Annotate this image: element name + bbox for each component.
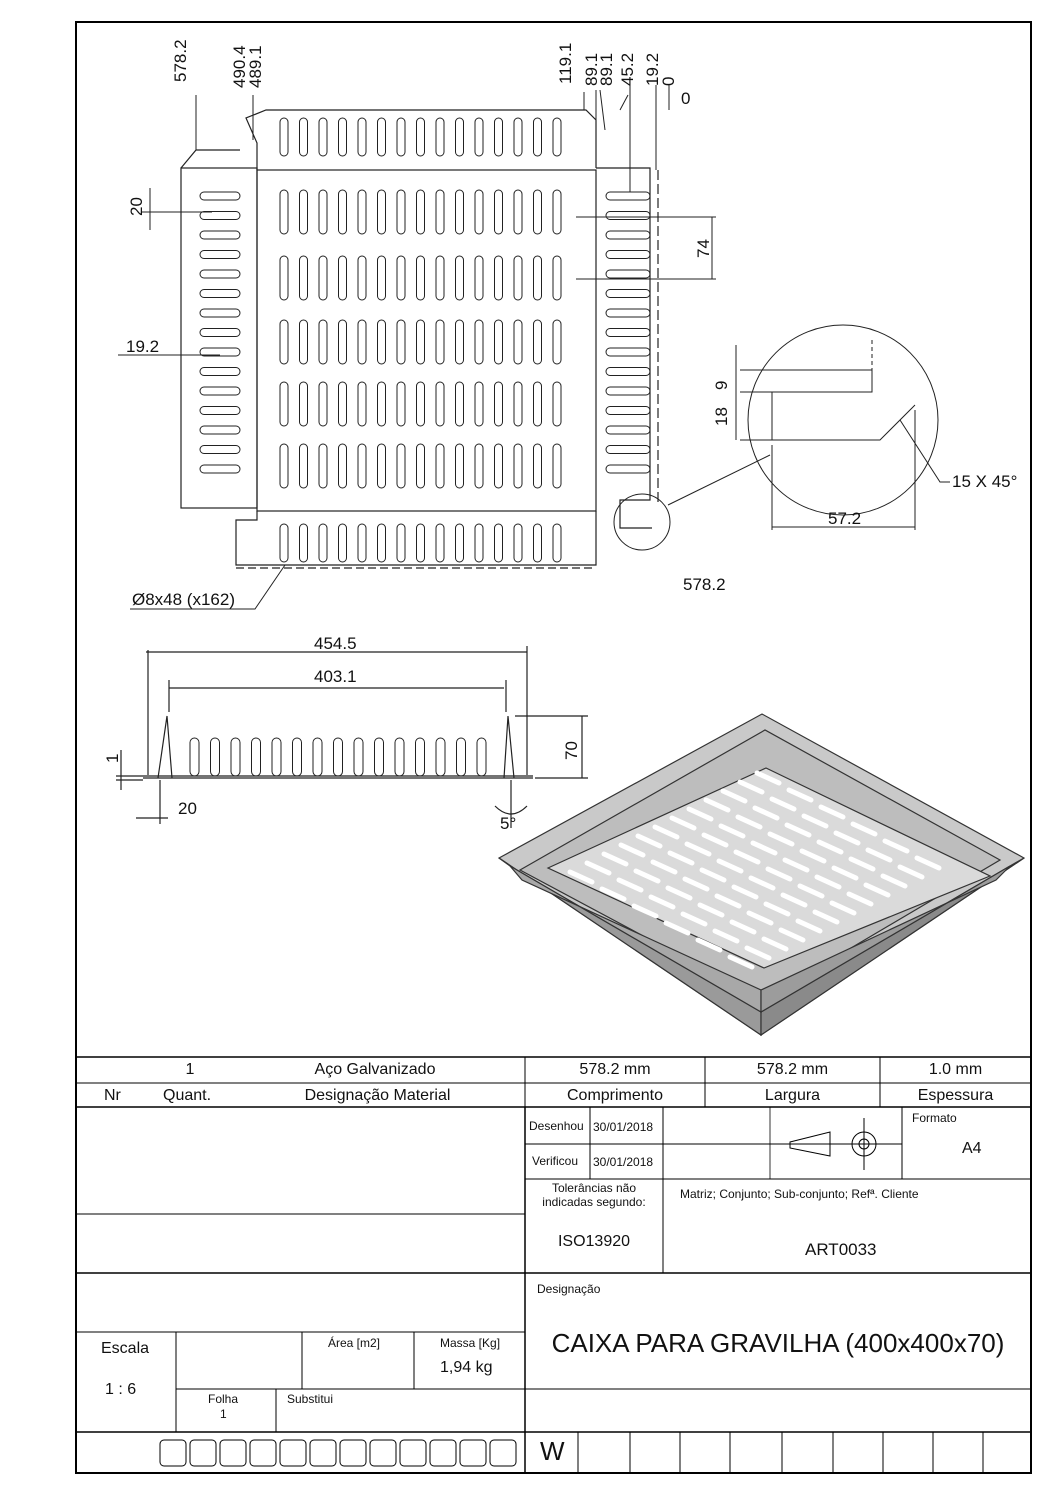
slot-hole [514,382,522,426]
slot-hole [606,231,650,239]
massa-value: 1,94 kg [440,1359,493,1376]
dim-89-1b: 89.1 [597,52,616,86]
bom-quant: 1 [185,1061,195,1078]
slot-hole [200,329,240,337]
slot-hole [397,320,405,364]
side-slot [293,738,302,776]
slot-hole [436,524,444,562]
dim-119-1: 119.1 [556,42,575,84]
desenhou-label: Desenhou [529,1119,584,1133]
slot-hole [475,190,483,234]
slot-hole [300,256,308,300]
isometric-view [499,714,1024,1035]
slot-hole [553,118,561,156]
dim-19-2-left: 19.2 [126,337,160,356]
slot-hole [456,382,464,426]
slot-hole [514,190,522,234]
slot-hole [339,256,347,300]
slot-hole [378,190,386,234]
side-slot [354,738,363,776]
sheet-box [280,1440,306,1466]
folha-value: 1 [220,1407,227,1421]
slot-hole [358,256,366,300]
sheet-box [220,1440,246,1466]
slot-hole [339,444,347,488]
slot-hole [378,320,386,364]
bom-header-quant: Quant. [163,1087,212,1104]
slot-hole [358,444,366,488]
slot-hole [280,524,288,562]
slot-hole [456,524,464,562]
slot-hole [300,118,308,156]
slot-hole [606,368,650,376]
substitui-label: Substitui [287,1392,334,1406]
slot-hole [606,465,650,473]
slot-hole [200,465,240,473]
side-slot [416,738,425,776]
dim-57-2: 57.2 [828,509,862,528]
dim-454-5: 454.5 [314,634,357,653]
dim-angle-5: 5° [500,814,517,833]
slot-hole [553,382,561,426]
slot-hole [319,256,327,300]
desenhou-date: 30/01/2018 [593,1120,654,1134]
slot-hole [358,118,366,156]
side-slot [477,738,486,776]
slot-hole [534,320,542,364]
dim-9: 9 [712,380,731,390]
slot-hole [200,387,240,395]
slot-hole [378,382,386,426]
side-slot [211,738,220,776]
escala-value: 1 : 6 [105,1381,137,1398]
slot-hole [280,444,288,488]
dim-89-1a: 89.1 [582,52,601,86]
dim-18: 18 [712,407,731,426]
slot-hole [339,190,347,234]
slot-hole [495,320,503,364]
slot-hole [475,320,483,364]
sheet-box [400,1440,426,1466]
slot-hole [200,290,240,298]
slot-hole [475,382,483,426]
slot-hole [456,118,464,156]
slot-hole [606,348,650,356]
slot-hole [606,290,650,298]
dim-0-right: 0 [681,89,691,108]
slot-hole [534,382,542,426]
formato-label: Formato [912,1111,957,1125]
slot-hole [280,320,288,364]
revision-letter: W [540,1436,565,1466]
bom-comprimento: 578.2 mm [579,1061,651,1078]
slot-hole [436,256,444,300]
slot-hole [200,309,240,317]
slot-hole [378,524,386,562]
folha-label: Folha [208,1392,239,1406]
dim-578-2-bottom: 578.2 [683,575,726,594]
slot-hole [436,444,444,488]
side-slot [272,738,281,776]
side-slot [395,738,404,776]
slot-hole [553,320,561,364]
slot-hole [534,256,542,300]
slot-hole [300,190,308,234]
side-slot [334,738,343,776]
slot-hole [495,524,503,562]
slot-hole [200,192,240,200]
designacao-label: Designação [537,1282,601,1296]
slot-hole [200,446,240,454]
slot-hole [553,190,561,234]
slot-hole [495,256,503,300]
slot-hole [417,444,425,488]
sheet-box [460,1440,486,1466]
slot-hole [606,426,650,434]
slot-hole [378,256,386,300]
dim-578-2-left: 578.2 [171,39,190,82]
slot-hole [300,320,308,364]
slot-hole [606,192,650,200]
slot-hole [534,118,542,156]
slot-hole [495,190,503,234]
slot-hole [606,212,650,220]
dim-403-1: 403.1 [314,667,357,686]
slot-hole [417,118,425,156]
slot-hole [358,320,366,364]
slot-hole [436,190,444,234]
formato-value: A4 [962,1140,982,1157]
slot-hole [319,320,327,364]
slot-hole [606,446,650,454]
sheet-box [340,1440,366,1466]
bom-header-espessura: Espessura [917,1087,994,1104]
dim-1: 1 [103,753,122,763]
slot-hole [606,387,650,395]
slot-hole [436,382,444,426]
dim-489-1: 489.1 [246,45,265,88]
slot-hole [456,190,464,234]
slot-hole [417,256,425,300]
holes-note: Ø8x48 (x162) [132,590,235,609]
side-slot [436,738,445,776]
slot-hole [200,251,240,259]
area-label: Área [m2] [328,1336,381,1350]
slot-hole [495,444,503,488]
slot-hole [456,256,464,300]
side-slot [457,738,466,776]
slot-hole [514,320,522,364]
slot-hole [553,524,561,562]
side-slot [252,738,261,776]
slot-hole [514,524,522,562]
plan-view [181,110,658,568]
slot-hole [495,118,503,156]
sheet-box [250,1440,276,1466]
slot-hole [417,382,425,426]
sheet-box [490,1440,516,1466]
slot-hole [606,329,650,337]
dim-45-2: 45.2 [618,52,637,86]
slot-hole [280,190,288,234]
slot-hole [319,444,327,488]
slot-hole [300,382,308,426]
slot-hole [534,524,542,562]
slot-hole [319,190,327,234]
bom-header-largura: Largura [764,1087,821,1104]
side-slot [375,738,384,776]
slot-hole [514,256,522,300]
side-slot [190,738,199,776]
slot-hole [475,256,483,300]
side-slot [231,738,240,776]
bom-espessura: 1.0 mm [928,1061,983,1078]
slot-hole [417,524,425,562]
slot-hole [606,270,650,278]
norma: ISO13920 [557,1233,631,1250]
slot-hole [200,368,240,376]
sheet-box [430,1440,456,1466]
slot-hole [606,309,650,317]
slot-hole [200,270,240,278]
dim-74: 74 [694,239,713,258]
slot-hole [606,407,650,415]
slot-hole [397,118,405,156]
slot-hole [495,382,503,426]
bom-largura: 578.2 mm [756,1061,829,1078]
slot-hole [339,382,347,426]
verificou-date: 30/01/2018 [593,1155,654,1169]
slot-hole [534,190,542,234]
slot-hole [200,407,240,415]
matriz-label: Matriz; Conjunto; Sub-conjunto; Refª. Cliente [680,1187,919,1201]
slot-hole [417,190,425,234]
slot-hole [300,444,308,488]
slot-hole [300,524,308,562]
verificou-label: Verificou [532,1154,579,1168]
sheet-box [190,1440,216,1466]
sheet-box [370,1440,396,1466]
massa-label: Massa [Kg] [440,1336,501,1350]
slot-hole [378,444,386,488]
slot-hole [280,382,288,426]
slot-hole [397,444,405,488]
escala-label: Escala [101,1340,150,1357]
bom-material: Aço Galvanizado [314,1061,436,1078]
slot-hole [358,382,366,426]
dim-20-plan: 20 [127,197,146,216]
slot-hole [358,190,366,234]
reference-number: ART0033 [805,1240,877,1259]
slot-hole [475,444,483,488]
slot-hole [417,320,425,364]
side-slot [313,738,322,776]
sheet-box [160,1440,186,1466]
slot-hole [280,256,288,300]
dim-20-side: 20 [178,799,197,818]
slot-hole [456,444,464,488]
dim-0-top: 0 [659,76,678,86]
slot-hole [436,118,444,156]
slot-hole [200,426,240,434]
side-slot-holes [190,738,486,776]
slot-hole [456,320,464,364]
slot-hole [358,524,366,562]
tolerancias-line1: Tolerâncias não [551,1181,637,1195]
slot-hole [553,444,561,488]
slot-hole [397,382,405,426]
slot-hole [475,118,483,156]
slot-hole [339,118,347,156]
slot-hole [397,190,405,234]
slot-hole [280,118,288,156]
slot-hole [319,524,327,562]
drawing-title: CAIXA PARA GRAVILHA (400x400x70) [551,1328,1005,1358]
dim-19-2-top: 19.2 [643,52,662,86]
bom-header-material: Designação Material [304,1087,451,1104]
slot-hole [200,231,240,239]
slot-hole [534,444,542,488]
slot-hole [606,251,650,259]
slot-hole [319,118,327,156]
slot-hole [514,444,522,488]
slot-hole [319,382,327,426]
slot-hole [553,256,561,300]
slot-hole [475,524,483,562]
slot-hole [397,256,405,300]
slot-hole [339,524,347,562]
slot-holes [200,118,650,562]
chamfer-note: 15 X 45° [952,472,1018,491]
slot-hole [339,320,347,364]
slot-hole [397,524,405,562]
sheet-box [310,1440,336,1466]
dim-70: 70 [562,741,581,760]
dim-490-4: 490.4 [230,45,249,88]
slot-hole [436,320,444,364]
bom-header-nr: Nr [104,1087,121,1104]
bom-header-comprimento: Comprimento [566,1087,664,1104]
tolerancias-line2: indicadas segundo: [542,1195,646,1209]
slot-hole [200,212,240,220]
slot-hole [514,118,522,156]
slot-hole [378,118,386,156]
